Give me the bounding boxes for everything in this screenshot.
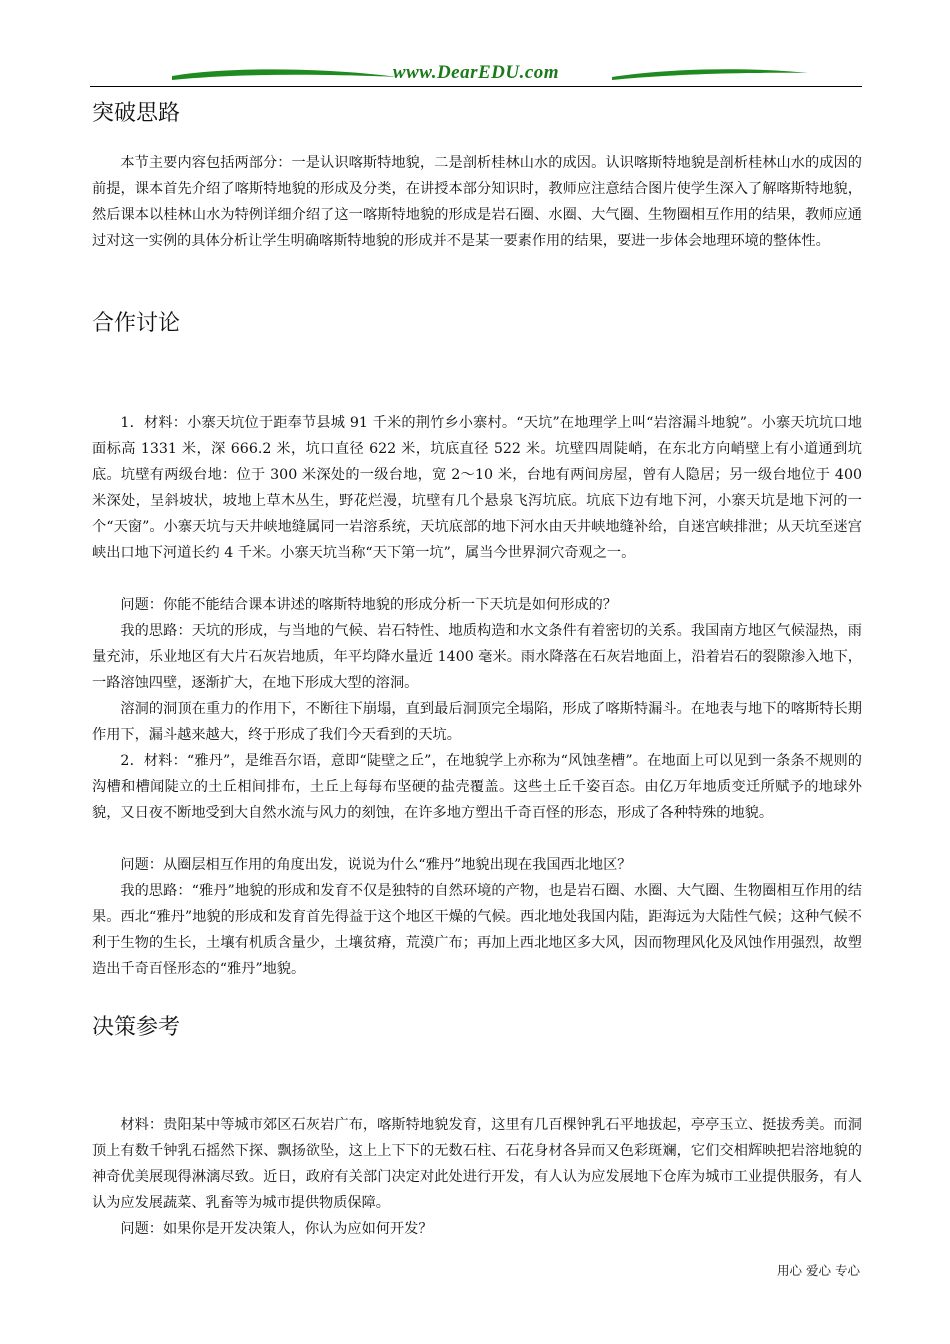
paragraph: 2．材料：“雅丹”，是维吾尔语，意即“陡壁之丘”，在地貌学上亦称为“风蚀垄槽”。在地面上可以见到一条条不规则的沟槽和槽闻陡立的土丘相间排布，土丘上每每布坚硬的盐壳覆盖。这些土丘千姿百态。由亿万年地质变迁所赋予的地球外貌，又日夜不断地受到大自然水流与风力的刻蚀，在许多地方塑出千奇百怪的形态，形成了各种特殊的地貌。 (92, 753, 862, 821)
page-footer: 用心 爱心 专心 (777, 1263, 860, 1278)
section-title-decision: 决策参考 (92, 1015, 181, 1040)
header-rule (90, 86, 862, 87)
section-title-breakthrough: 突破思路 (92, 101, 181, 126)
paragraph: 问题：从圈层相互作用的角度出发，说说为什么“雅丹”地貌出现在我国西北地区？ (120, 857, 632, 873)
paragraph: 1．材料：小寨天坑位于距奉节县城 91 千米的荆竹乡小寨村。“天坑”在地理学上叫“岩溶漏斗地貌”。小寨天坑坑口地面标高 1331 米，深 666.2 米，坑口直径 622 米，坑底直径 522 米。坑壁四周陡峭，在东北方向峭壁上有小道通到坑底。坑壁有两级台地：位于 300 米深处的一级台地，宽 2～10 米，台地有两间房屋，曾有人隐居；另一级台地位于 400 米深处，呈斜坡状，坡地上草木丛生，野花烂漫，坑壁有几个悬泉飞泻坑底。坑底下边有地下河，小寨天坑是地下河的一个“天窗”。小寨天坑与天井峡地缝属同一岩溶系统，天坑底部的地下河水由天井峡地缝补给，自迷宫峡排泄；从天坑至迷宫峡出口地下河道长约 4 千米。小寨天坑当称“天下第一坑”，属当今世界洞穴奇观之一。 (92, 415, 862, 561)
paragraph: 问题：如果你是开发决策人，你认为应如何开发？ (120, 1221, 433, 1237)
paragraph: 我的思路：“雅丹”地貌的形成和发育不仅是独特的自然环境的产物，也是岩石圈、水圈、大气圈、生物圈相互作用的结果。西北“雅丹”地貌的形成和发育首先得益于这个地区干燥的气候。西北地处我国内陆，距海远为大陆性气候；这种气候不利于生物的生长，土壤有机质含量少，土壤贫瘠，荒漠广布；再加上西北地区多大风，因而物理风化及风蚀作用强烈，故塑造出千奇百怪形态的“雅丹”地貌。 (92, 883, 862, 977)
site-logo-text[interactable]: www.DearEDU.com (392, 62, 560, 83)
paragraph: 问题：你能不能结合课本讲述的喀斯特地貌的形成分析一下天坑是如何形成的？ (120, 597, 617, 613)
paragraph: 我的思路：天坑的形成，与当地的气候、岩石特性、地质构造和水文条件有着密切的关系。我国南方地区气候湿热，雨量充沛，乐业地区有大片石灰岩地质，年平均降水量近 1400 毫米。雨水降落在石灰岩地面上，沿着岩石的裂隙渗入地下，一路溶蚀四壁，逐渐扩大，在地下形成大型的溶洞。 (92, 623, 862, 691)
paragraph: 本节主要内容包括两部分：一是认识喀斯特地貌，二是剖析桂林山水的成因。认识喀斯特地貌是剖析桂林山水的成因的前提，课本首先介绍了喀斯特地貌的形成及分类，在讲授本部分知识时，教师应注意结合图片使学生深入了解喀斯特地貌，然后课本以桂林山水为特例详细介绍了这一喀斯特地貌的形成是岩石圈、水圈、大气圈、生物圈相互作用的结果，教师应通过对这一实例的具体分析让学生明确喀斯特地貌的形成并不是某一要素作用的结果，要进一步体会地理环境的整体性。 (92, 155, 862, 249)
page-header (90, 60, 862, 90)
right-swoosh-icon (610, 64, 810, 86)
paragraph: 溶洞的洞顶在重力的作用下，不断往下崩塌，直到最后洞顶完全塌陷，形成了喀斯特漏斗。在地表与地下的喀斯特长期作用下，漏斗越来越大，终于形成了我们今天看到的天坑。 (92, 701, 862, 743)
section-title-discussion: 合作讨论 (92, 311, 181, 336)
paragraph: 材料：贵阳某中等城市郊区石灰岩广布，喀斯特地貌发育，这里有几百棵钟乳石平地拔起，亭亭玉立、挺拔秀美。而洞顶上有数千钟乳石摇然下探、飘扬欲坠，这上上下下的无数石柱、石花身材各异而又色彩斑斓，它们交相辉映把岩溶地貌的神奇优美展现得淋漓尽致。近日，政府有关部门决定对此处进行开发，有人认为应发展地下仓库为城市工业提供服务，有人认为应发展蔬菜、乳畜等为城市提供物质保障。 (92, 1117, 862, 1211)
